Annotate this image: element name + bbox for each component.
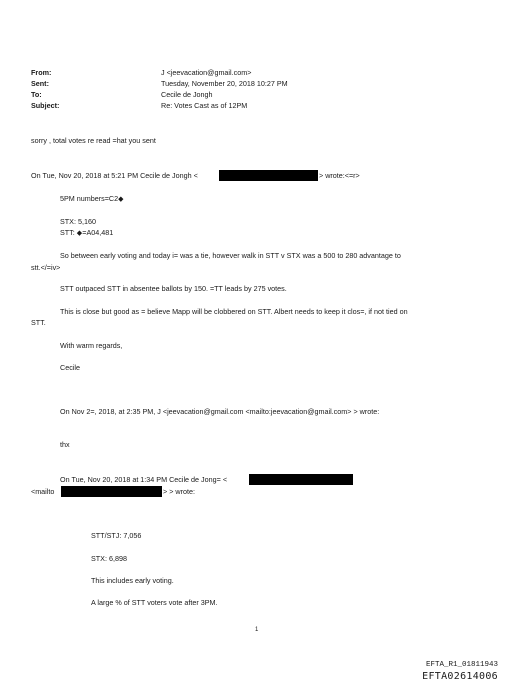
para1-line2: stt.</=iv>: [31, 263, 61, 272]
para3-line1: This is close but good as = believe Mapp will be clobbered on STT. Albert needs to keep it clos=, if not tied on: [60, 307, 408, 316]
quote1-header-end: > wrote:<=r>: [319, 171, 360, 180]
regards: With warm regards,: [60, 341, 123, 350]
quote3-header: On Tue, Nov 20, 2018 at 1:34 PM Cecile de Jong= <: [60, 475, 228, 484]
stt-stj-count: STT/STJ: 7,056: [91, 531, 142, 540]
redaction-block: [219, 170, 318, 181]
subject-label: Subject:: [31, 101, 60, 110]
doc-id-primary: EFTA_R1_01811943: [425, 661, 498, 669]
quote3-wrote: > > wrote:: [163, 487, 195, 496]
stx-count-2: STX: 6,898: [91, 554, 127, 563]
quote2-header: On Nov 2=, 2018, at 2:35 PM, J <jeevacation@gmail.com <mailto:jeevacation@gmail.com> > wrote:: [60, 407, 380, 416]
para2: STT outpaced STT in absentee ballots by 150. =TT leads by 275 votes.: [60, 284, 287, 293]
signature: Cecile: [60, 363, 80, 372]
sent-label: Sent:: [31, 79, 49, 88]
reply-text: sorry , total votes re read =hat you sent: [31, 136, 156, 145]
subject-value: Re: Votes Cast as of 12PM: [161, 101, 248, 110]
from-value: J <jeevacation@gmail.com>: [161, 68, 252, 77]
para1-line1: So between early voting and today i= was a tie, however walk in STT v STX was a 500 to 280 advantage to: [60, 251, 401, 260]
stx-count: STX: 5,160: [60, 217, 96, 226]
quote3-mailto: <mailto: [31, 487, 55, 496]
para3-line2: STT.: [31, 318, 46, 327]
sent-value: Tuesday, November 20, 2018 10:27 PM: [161, 79, 288, 88]
page-number: 1: [255, 627, 259, 633]
large-voters-note: A large % of STT voters vote after 3PM.: [91, 598, 218, 607]
from-label: From:: [31, 68, 52, 77]
stt-count: STT: ◆=A04,481: [60, 228, 114, 237]
thx-text: thx: [60, 440, 70, 449]
pm-numbers: 5PM numbers=C2◆: [60, 194, 124, 203]
quote1-header: On Tue, Nov 20, 2018 at 5:21 PM Cecile de Jongh <: [31, 171, 198, 180]
to-label: To:: [31, 90, 42, 99]
doc-id-secondary: EFTA02614006: [422, 671, 498, 682]
to-value: Cecile de Jongh: [161, 90, 213, 99]
redaction-block: [249, 474, 353, 485]
redaction-block: [61, 486, 162, 497]
early-voting-note: This includes early voting.: [91, 576, 174, 585]
